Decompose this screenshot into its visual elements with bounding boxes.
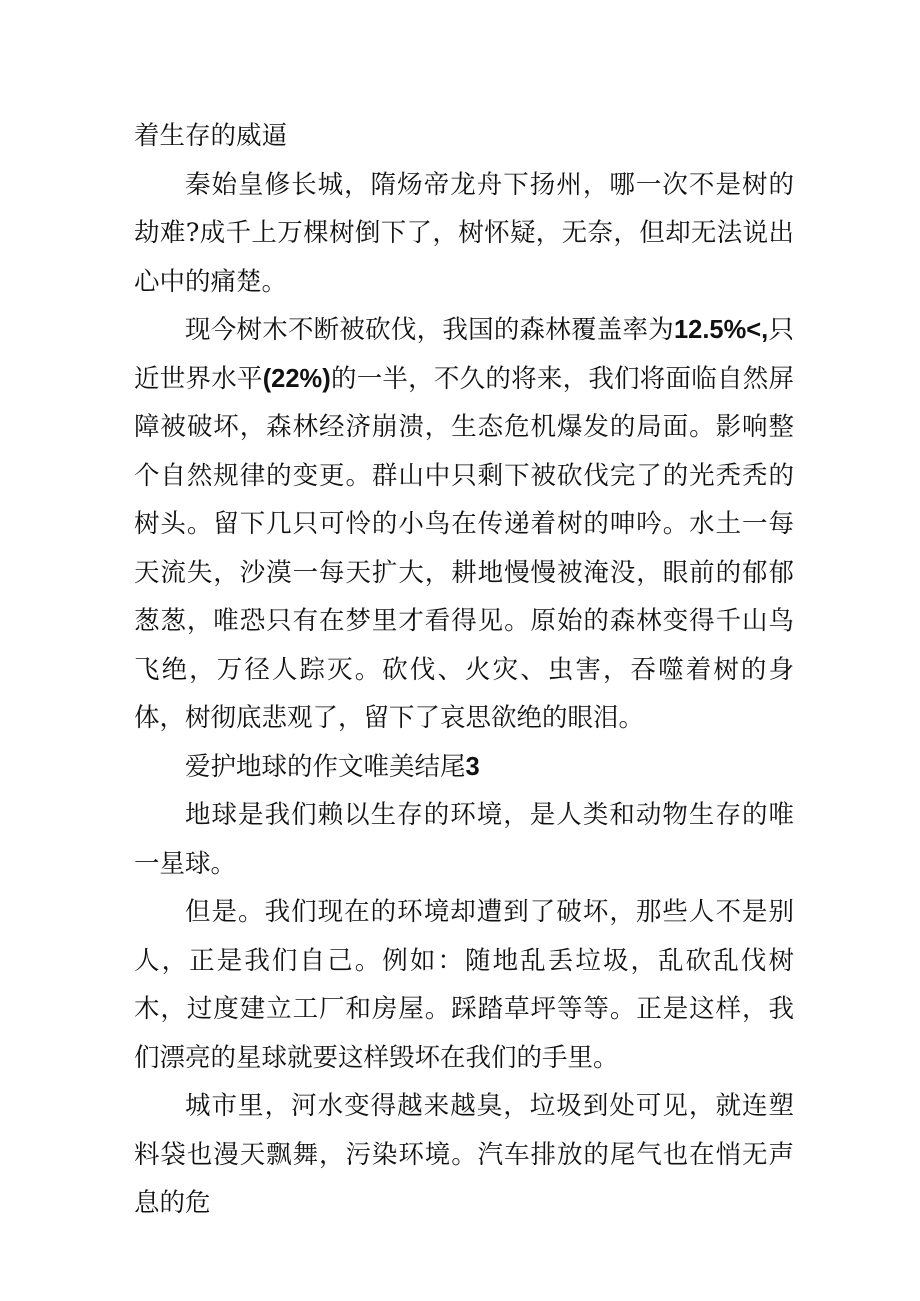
paragraph-destruction: 但是。我们现在的环境却遭到了破坏，那些人不是别人，正是我们自己。例如：随地乱丢垃圾，乱砍乱伐树木，过度建立工厂和房屋。踩踏草坪等等。正是这样，我们漂亮的星球就要这样毁坏在我们的手里。 (134, 897, 794, 1073)
forest-text-post: 的一半，不久的将来，我们将面临自然屏障被破坏，森林经济崩溃，生态危机爆发的局面。影响整个自然规律的变更。群山中只剩下被砍伐完了的光秃秃的树头。留下几只可怜的小鸟在传递着树的呻吟。水土一每天流失，沙漠一每天扩大，耕地慢慢被淹没，眼前的郁郁葱葱，唯恐只有在梦里才看得见。原始的森林变得千山鸟飞绝，万径人踪灭。砍伐、火灾、虫害，吞噬着树的身体，树彻底悲观了，留下了哀思欲绝的眼泪。 (134, 363, 794, 733)
section-heading-number: 3 (465, 752, 480, 781)
forest-text-pre: 现今树木不断被砍伐，我国的森林覆盖率为 (185, 315, 674, 345)
paragraph-earth-home: 地球是我们赖以生存的环境，是人类和动物生存的唯一星球。 (134, 800, 794, 879)
forest-text-mid: 只近世界水平 (134, 315, 794, 394)
coverage-rate-value: 12.5%<, (673, 316, 769, 344)
paragraph-city-pollution: 城市里，河水变得越来越臭，垃圾到处可见，就连塑料袋也漫天飘舞，污染环境。汽车排放的尾气也在悄无声息的危 (134, 1091, 794, 1218)
section-heading-text: 爱护地球的作文唯美结尾 (185, 751, 466, 782)
continuation-line: 着生存的威逼 (134, 121, 288, 151)
paragraph-great-wall: 秦始皇修长城，隋炀帝龙舟下扬州，哪一次不是树的劫难?成千上万棵树倒下了，树怀疑，无奈，但却无法说出心中的痛楚。 (134, 169, 794, 297)
section-heading (134, 743, 794, 792)
paragraph-forest-coverage (134, 306, 794, 743)
world-level-value: (22%) (262, 364, 331, 393)
document-page (134, 112, 794, 1228)
